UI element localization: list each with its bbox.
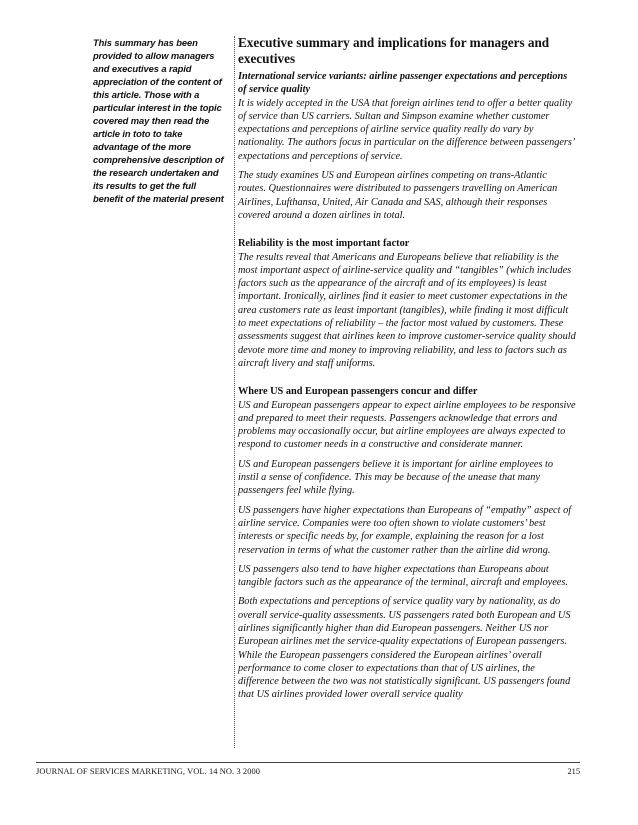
column-divider [234, 36, 235, 748]
page-number: 215 [567, 767, 580, 776]
journal-citation: JOURNAL OF SERVICES MARKETING, VOL. 14 NO. 3 2000 [36, 767, 261, 776]
main-column [238, 35, 576, 708]
executive-summary-sidebar-note: This summary has been provided to allow managers and executives a rapid appreciation of the content of this article. Those with a particular interest in the topic covered may then read the article in toto to take advantage of the more comprehensive description of the research undertaken and its results to get the full benefit of the material present [93, 37, 224, 204]
paragraph: The study examines US and European airlines competing on trans-Atlantic routes. Questionnaires were distributed to passengers travelling on American Airlines, Lufthansa, United, Air Canada and SAS, although their responses covered around a dozen airlines in total. [238, 170, 558, 221]
paragraph: US passengers have higher expectations than Europeans of “empathy” aspect of airline service. Companies were too often shown to violate customers’ best interests or specific needs by, for example, explaining the reason for a lost reservation in terms of what the customer rather than the airline did wrong. [238, 504, 572, 556]
footer-rule [36, 762, 580, 763]
subheading-reliability: Reliability is the most important factor [238, 238, 410, 250]
paragraph: The results reveal that Americans and Europeans believe that reliability is the most important aspect of airline-service quality and “tangibles” (which includes factors such as the appearance of the aircraft and of its employees) is least important. Ironically, airlines find it easier to meet customer expectations in the area customers rate as least important (tangibles), while finding it most difficult to meet expectations of reliability – the factor most valued by customers. These assessments suggest that airlines keen to improve customer-service quality should devote more time and money to improving reliability, and less to factors such as aircraft livery and staff uniforms. [238, 251, 576, 369]
spacer [238, 228, 576, 237]
section-title: Executive summary and implications for managers and executives [238, 35, 550, 66]
subheading-concur-differ: Where US and European passengers concur and differ [238, 386, 478, 398]
paragraph: US and European passengers believe it is important for airline employees to instil a sense of confidence. This may be because of the unease that many passengers feel while flying. [238, 458, 554, 497]
subheading-service-variants: International service variants: airline passenger expectations and perceptions of service quality [238, 71, 568, 96]
paragraph: US and European passengers appear to expect airline employees to be responsive and prepared to meet their requests. Passengers acknowledge that errors and problems may occasionally occur, but airline employees are always expected to respond to customer needs in a constructive and considerate manner. [238, 399, 576, 451]
spacer [238, 376, 576, 385]
paragraph: Both expectations and perceptions of service quality vary by nationality, as do overall service-quality assessments. US passengers rated both European and US airlines significantly higher than did European passengers. Neither US nor European airlines met the service-quality expectations of European passengers. While the European passengers considered the European airlines’ overall performance to come closer to expectations than that of US airlines, the difference between the two was not statistically significant. US passengers found that US airlines provided lower overall service quality [238, 596, 571, 701]
paragraph: It is widely accepted in the USA that foreign airlines tend to offer a better quality of service than US carriers. Sultan and Simpson examine whether customer expectations and perceptions of airline service quality really do vary by nationality. The authors focus in particular on the difference between passengers’ expectations and perceptions of service. [238, 97, 575, 162]
paragraph: US passengers also tend to have higher expectations than Europeans about tangible factors such as the appearance of the terminal, aircraft and employees. [238, 563, 568, 589]
